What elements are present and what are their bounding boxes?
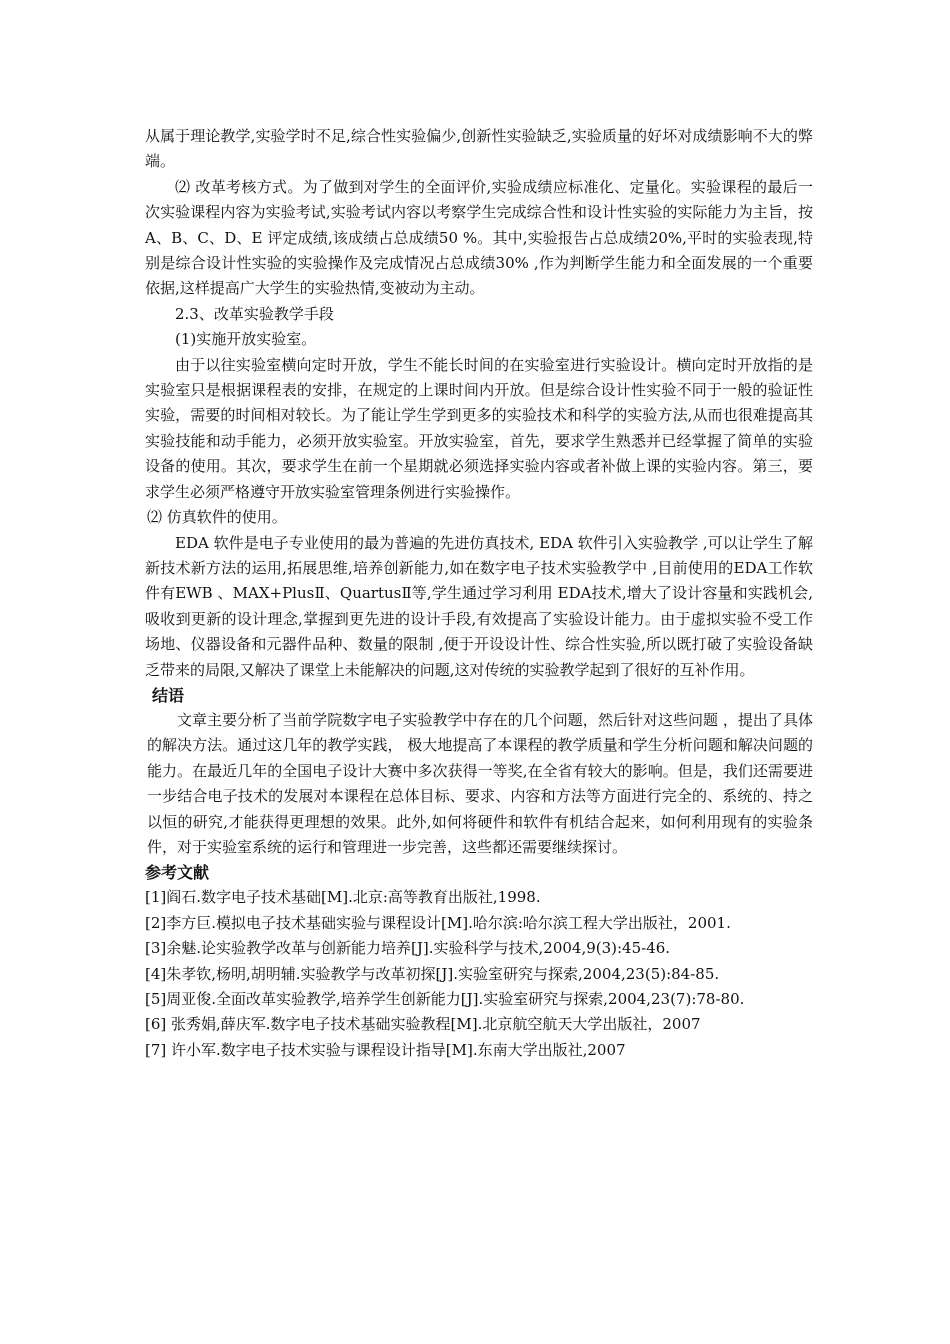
reference-item-5: [5]周亚俊.全面改革实验教学,培养学生创新能力[J].实验室研究与探索,2004,23(7):78-80. <box>145 990 745 1008</box>
reference-item-2: [2]李方巨.模拟电子技术基础实验与课程设计[M].哈尔滨:哈尔滨工程大学出版社，2001. <box>145 913 731 932</box>
paragraph-continuation: 从属于理论教学,实验学时不足,综合性实验偏少,创新性实验缺乏,实验质量的好坏对成绩影响不大的弊端。 <box>145 127 813 171</box>
reference-item-6: [6] 张秀娟,薛庆军.数字电子技术基础实验教程[M].北京航空航天大学出版社，2007 <box>145 1015 701 1034</box>
paragraph-assessment-reform: ⑵ 改革考核方式。为了做到对学生的全面评价,实验成绩应标准化、定量化。实验课程的最后一次实验课程内容为实验考试,实验考试内容以考察学生完成综合性和设计性实验的实际能力为主旨，按A、B、C、D、E 评定成绩,该成绩占总成绩50 %。其中,实验报告占总成绩20%,平时的实验表现,特别是综合设计性实验的实验操作及完成情况占总成绩30% ,作为判断学生能力和全面发展的一个重要依据,这样提高广大学生的实验热情,变被动为主动。 <box>145 177 813 298</box>
references-heading: 参考文献 <box>145 863 210 883</box>
subsection-heading-2-3: 2.3、改革实验教学手段 <box>175 304 334 323</box>
paragraph-eda-software: EDA 软件是电子专业使用的最为普遍的先进仿真技术, EDA 软件引入实验教学 ,可以让学生了解新技术新方法的运用,拓展思维,培养创新能力,如在数字电子技术实验教学中 ,目前使用的EDA工作软件有EWB 、MAX+PlusⅡ、QuartusⅡ等,学生通过学习利用 EDA技术,增大了设计容量和实践机会,吸收到更新的设计理念,掌握到更先进的设计手段,有效提高了实验设计能力。由于虚拟实验不受工作场地、仪器设备和元器件品种、数量的限制 ,便于开设设计性、综合性实验,所以既打破了实验设备缺乏带来的局限,又解决了课堂上未能解决的问题,这对传统的实验教学起到了很好的互补作用。 <box>145 533 813 679</box>
reference-item-4: [4]朱孝钦,杨明,胡明辅.实验教学与改革初探[J].实验室研究与探索,2004,23(5):84-85. <box>145 964 720 983</box>
list-label-simulation-software: ⑵ 仿真软件的使用。 <box>147 508 287 527</box>
conclusion-paragraph: 文章主要分析了当前学院数字电子实验教学中存在的几个问题，然后针对这些问题 ，提出了具体的解决方法。通过这几年的教学实践， 极大地提高了本课程的教学质量和学生分析问题和解决问题的能力。在最近几年的全国电子设计大赛中多次获得一等奖,在全省有较大的影响。但是，我们还需要进一步结合电子技术的发展对本课程在总体目标、要求、内容和方法等方面进行完全的、系统的、持之以恒的研究,才能获得更理想的效果。此外,如何将硬件和软件有机结合起来，如何利用现有的实验条件，对于实验室系统的运行和管理进一步完善，这些都还需要继续探讨。 <box>147 710 813 856</box>
list-label-open-lab: (1)实施开放实验室。 <box>175 330 317 349</box>
reference-list <box>145 885 813 1063</box>
conclusion-heading: 结语 <box>152 685 185 705</box>
paragraph-open-lab: 由于以往实验室横向定时开放，学生不能长时间的在实验室进行实验设计。横向定时开放指的是实验室只是根据课程表的安排，在规定的上课时间内开放。但是综合设计性实验不同于一般的验证性实验，需要的时间相对较长。为了能让学生学到更多的实验技术和科学的实验方法,从而也很难提高其实验技能和动手能力，必须开放实验室。开放实验室，首先，要求学生熟悉并已经掌握了简单的实验设备的使用。其次，要求学生在前一个星期就必须选择实验内容或者补做上课的实验内容。第三，要求学生必须严格遵守开放实验室管理条例进行实验操作。 <box>145 355 813 501</box>
reference-item-7: [7] 许小军.数字电子技术实验与课程设计指导[M].东南大学出版社,2007 <box>145 1040 626 1059</box>
document-page <box>145 124 813 1063</box>
reference-item-1: [1]阎石.数字电子技术基础[M].北京:高等教育出版社,1998. <box>145 888 541 907</box>
reference-item-3: [3]余魅.论实验教学改革与创新能力培养[J].实验科学与技术,2004,9(3):45-46. <box>145 939 671 958</box>
